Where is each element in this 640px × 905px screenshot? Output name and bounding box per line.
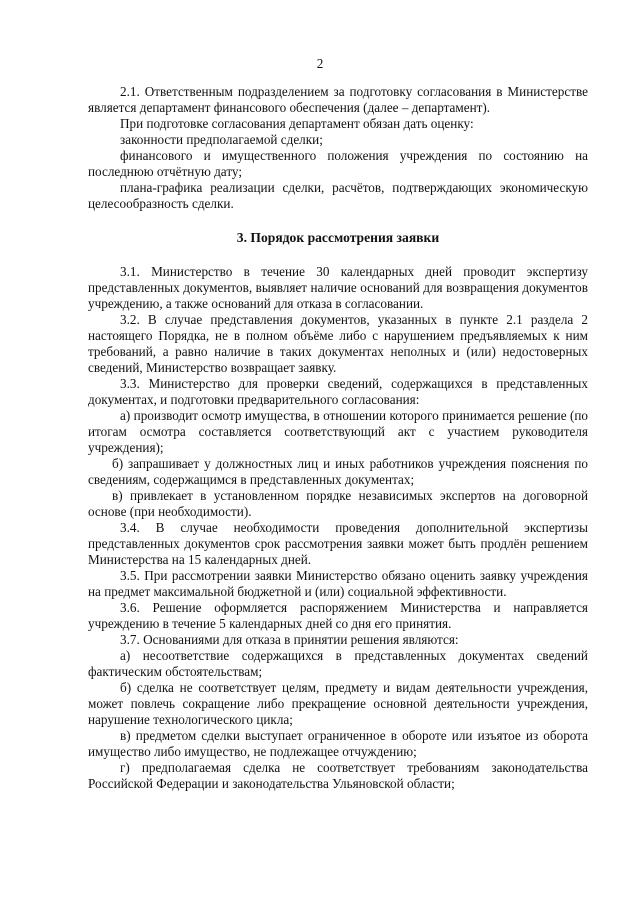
paragraph-3-3-b: б) запрашивает у должностных лиц и иных работников учреждения пояснения по сведениям, содержащимся в представленных документах; [88, 456, 588, 487]
paragraph-3-7-a: а) несоответствие содержащихся в представленных документах сведений фактическим обстоятельствам; [88, 648, 588, 679]
page-number: 2 [316, 56, 324, 71]
paragraph-assessment-intro: При подготовке согласования департамент обязан дать оценку: [120, 116, 474, 131]
paragraph-3-6: 3.6. Решение оформляется распоряжением Министерства и направляется учреждению в течение 5 календарных дней со дня его принятия. [88, 600, 588, 631]
paragraph-3-7: 3.7. Основаниями для отказа в принятии решения являются: [120, 632, 459, 647]
paragraph-3-3-v: в) привлекает в установленном порядке независимых экспертов на договорной основе (при необходимости). [88, 488, 588, 519]
paragraph-2-1: 2.1. Ответственным подразделением за подготовку согласования в Министерстве является департамент финансового обеспечения (далее – департамент). [88, 84, 588, 115]
paragraph-3-2: 3.2. В случае представления документов, указанных в пункте 2.1 раздела 2 настоящего Порядка, не в полном объёме либо с нарушением предъявляемых к ним требований, а равно наличие в таких документах неполных и (или) недостоверных сведений, Министерство возвращает заявку. [88, 312, 588, 375]
section-heading: 3. Порядок рассмотрения заявки [236, 230, 440, 245]
paragraph-legality: законности предполагаемой сделки; [120, 132, 323, 147]
paragraph-3-4: 3.4. В случае необходимости проведения дополнительной экспертизы представленных документов срок рассмотрения заявки может быть продлён решением Министерства на 15 календарных дней. [88, 520, 588, 567]
paragraph-schedule: плана-графика реализации сделки, расчётов, подтверждающих экономическую целесообразность сделки. [88, 180, 588, 211]
paragraph-3-7-g: г) предполагаемая сделка не соответствует требованиям законодательства Российской Федерации и законодательства Ульяновской области; [88, 760, 588, 791]
paragraph-financial-position: финансового и имущественного положения учреждения по состоянию на последнюю отчётную дату; [88, 148, 588, 179]
paragraph-3-5: 3.5. При рассмотрении заявки Министерство обязано оценить заявку учреждения на предмет максимальной бюджетной и (или) социальной эффективности. [88, 568, 588, 599]
paragraph-3-7-v: в) предметом сделки выступает ограниченное в обороте или изъятое из оборота имущество либо имущество, не подлежащее отчуждению; [88, 728, 588, 759]
paragraph-3-7-b: б) сделка не соответствует целям, предмету и видам деятельности учреждения, может повлечь сокращение либо прекращение основной деятельности учреждения, нарушение технологического цикла; [88, 680, 588, 727]
document-body [88, 84, 588, 792]
paragraph-3-1: 3.1. Министерство в течение 30 календарных дней проводит экспертизу представленных документов, выявляет наличие оснований для возвращения документов учреждению, а также оснований для отказа в согласовании. [88, 264, 588, 311]
paragraph-3-3: 3.3. Министерство для проверки сведений, содержащихся в представленных документах, и подготовки предварительного согласования: [88, 376, 588, 407]
paragraph-3-3-a: а) производит осмотр имущества, в отношении которого принимается решение (по итогам осмотра составляется соответствующий акт с участием руководителя учреждения); [88, 408, 588, 455]
